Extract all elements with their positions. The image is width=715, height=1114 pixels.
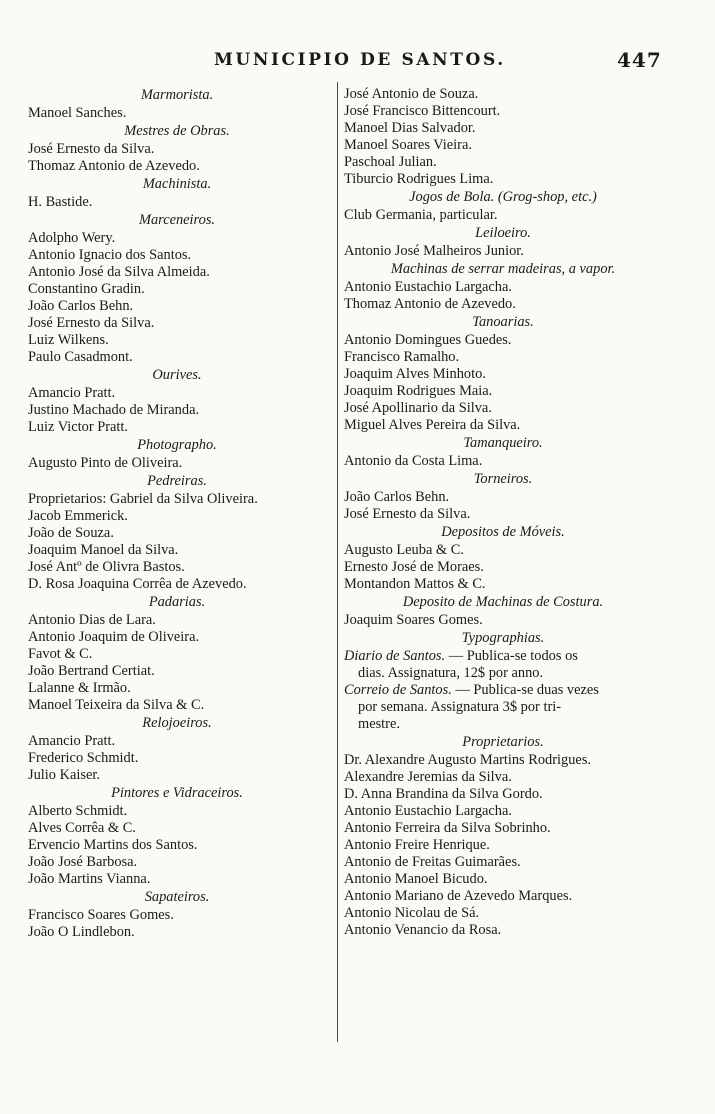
directory-entry: Antonio Freire Henrique. [344,837,490,853]
typographias-section [344,630,662,733]
directory-entry: Alexandre Jeremias da Silva. [344,769,512,785]
directory-entry: Amancio Pratt. [28,733,116,749]
directory-entry: Julio Kaiser. [28,767,100,783]
section-heading: Machinas de serrar madeiras, a vapor. [390,261,616,277]
section-heading: Photographo. [137,437,217,453]
directory-entry: João Carlos Behn. [344,489,450,505]
directory-entry: Thomaz Antonio de Azevedo. [344,296,516,312]
right-sections [344,189,662,629]
section-heading: Leiloeiro. [475,225,531,241]
newspaper-text-cont: mestre. [358,716,400,732]
section-heading: Typographias. [461,630,545,646]
directory-entry: José Ernesto da Silva. [28,315,155,331]
directory-entry: José Ernesto da Silva. [344,506,471,522]
section-heading: Jogos de Bola. (Grog-shop, etc.) [409,189,597,205]
directory-entry: Ernesto José de Moraes. [344,559,484,575]
column-divider [337,82,338,1042]
directory-entry: Antonio Nicolau de Sá. [344,905,480,921]
newspaper-title: Correio de Santos. [344,682,452,698]
directory-entry: Manoel Dias Salvador. [344,120,476,136]
section-heading: Deposito de Machinas de Costura. [402,594,604,610]
diario-entry [344,648,662,682]
directory-entry: Antonio Domingues Guedes. [344,332,512,348]
proprietarios-list [344,752,662,939]
directory-entry: Joaquim Soares Gomes. [344,612,483,628]
directory-entry: Joaquim Manoel da Silva. [28,542,179,558]
directory-entry: Antonio Venancio da Rosa. [344,922,502,938]
newspaper-text: — Publica-se todos os [448,648,578,664]
directory-entry: Favot & C. [28,646,93,662]
directory-entry: Lalanne & Irmão. [28,680,131,696]
section-heading: Sapateiros. [144,889,210,905]
section-heading: Torneiros. [473,471,533,487]
section-heading: Ourives. [152,367,202,383]
section-heading: Depositos de Móveis. [441,524,565,540]
directory-entry: José Apollinario da Silva. [344,400,492,416]
directory-entry: José Antonio de Souza. [344,86,479,102]
directory-entry: Justino Machado de Miranda. [28,402,200,418]
directory-entry: Joaquim Rodrigues Maia. [344,383,493,399]
directory-entry: Francisco Soares Gomes. [28,907,174,923]
directory-entry: Alberto Schmidt. [28,803,128,819]
directory-entry: Dr. Alexandre Augusto Martins Rodrigues. [344,752,592,768]
directory-entry: Paschoal Julian. [344,154,437,170]
directory-entry: Antonio Joaquim de Oliveira. [28,629,200,645]
directory-entry: José Francisco Bittencourt. [344,103,501,119]
directory-entry: Club Germania, particular. [344,207,498,223]
directory-entry: Antonio Ferreira da Silva Sobrinho. [344,820,551,836]
section-heading: Tamanqueiro. [463,435,543,451]
section-heading: Padarias. [148,594,206,610]
correio-entry [344,682,662,733]
section-heading: Mestres de Obras. [124,123,230,139]
right-column [344,86,662,1094]
section-heading: Proprietarios. [462,734,544,750]
directory-entry: Antonio Dias de Lara. [28,612,156,628]
directory-entry: Augusto Pinto de Oliveira. [28,455,183,471]
proprietarios-section [344,734,662,939]
newspaper-title: Diario de Santos. [344,648,446,664]
directory-entry: Manoel Sanches. [28,105,127,121]
directory-entry: João Martins Vianna. [28,871,151,887]
directory-entry: Alves Corrêa & C. [28,820,136,836]
directory-entry: Luiz Wilkens. [28,332,109,348]
directory-entry: Antonio da Costa Lima. [344,453,483,469]
directory-entry: Jacob Emmerick. [28,508,128,524]
section-heading: Tanoarias. [472,314,534,330]
directory-entry: Manoel Soares Vieira. [344,137,472,153]
directory-entry: Francisco Ramalho. [344,349,460,365]
directory-entry: João O Lindlebon. [28,924,135,940]
section-heading: Marceneiros. [138,212,216,228]
page-header [0,50,715,76]
directory-entry: Luiz Victor Pratt. [28,419,128,435]
directory-entry: Antonio Ignacio dos Santos. [28,247,192,263]
section-heading: Pedreiras. [147,473,207,489]
directory-entry: D. Anna Brandina da Silva Gordo. [344,786,543,802]
directory-entry: Frederico Schmidt. [28,750,139,766]
directory-entry: Constantino Gradin. [28,281,145,297]
running-title: MUNICIPIO DE SANTOS. [214,50,506,70]
directory-entry: José Ernesto da Silva. [28,141,155,157]
directory-entry: Montandon Mattos & C. [344,576,486,592]
directory-entry: Tiburcio Rodrigues Lima. [344,171,494,187]
directory-entry: Joaquim Alves Minhoto. [344,366,486,382]
directory-entry: Ervencio Martins dos Santos. [28,837,198,853]
directory-entry: Antonio Manoel Bicudo. [344,871,488,887]
directory-entry: João de Souza. [28,525,114,541]
directory-entry: Antonio de Freitas Guimarães. [344,854,521,870]
section-heading: Marmorista. [140,87,214,103]
directory-entry: Amancio Pratt. [28,385,116,401]
directory-entry: Antonio Mariano de Azevedo Marques. [344,888,573,904]
directory-entry: Antonio José da Silva Almeida. [28,264,210,280]
directory-entry: João José Barbosa. [28,854,138,870]
directory-entry: H. Bastide. [28,194,93,210]
directory-entry: Manoel Teixeira da Silva & C. [28,697,205,713]
directory-entry: Antonio Eustachio Largacha. [344,279,512,295]
section-heading: Machinista. [142,176,212,192]
right-top-entries [344,86,662,188]
page-number: 447 [617,48,662,72]
directory-entry: D. Rosa Joaquina Corrêa de Azevedo. [28,576,247,592]
section-heading: Relojoeiros. [142,715,212,731]
directory-entry: José Antº de Olivra Bastos. [28,559,185,575]
directory-entry: Thomaz Antonio de Azevedo. [28,158,200,174]
directory-entry: Proprietarios: Gabriel da Silva Oliveira. [28,491,258,507]
section-heading: Pintores e Vidraceiros. [111,785,243,801]
directory-entry: João Carlos Behn. [28,298,134,314]
newspaper-text-cont: dias. Assignatura, 12$ por anno. [358,665,544,681]
directory-entry: Miguel Alves Pereira da Silva. [344,417,521,433]
left-column [28,86,326,1094]
directory-entry: Antonio José Malheiros Junior. [344,243,524,259]
directory-entry: Augusto Leuba & C. [344,542,464,558]
directory-entry: Antonio Eustachio Largacha. [344,803,512,819]
newspaper-text: — Publica-se duas vezes [455,682,599,698]
directory-entry: Adolpho Wery. [28,230,116,246]
directory-entry: Paulo Casadmont. [28,349,133,365]
directory-entry: João Bertrand Certiat. [28,663,155,679]
newspaper-text-cont: por semana. Assignatura 3$ por tri- [358,699,562,715]
